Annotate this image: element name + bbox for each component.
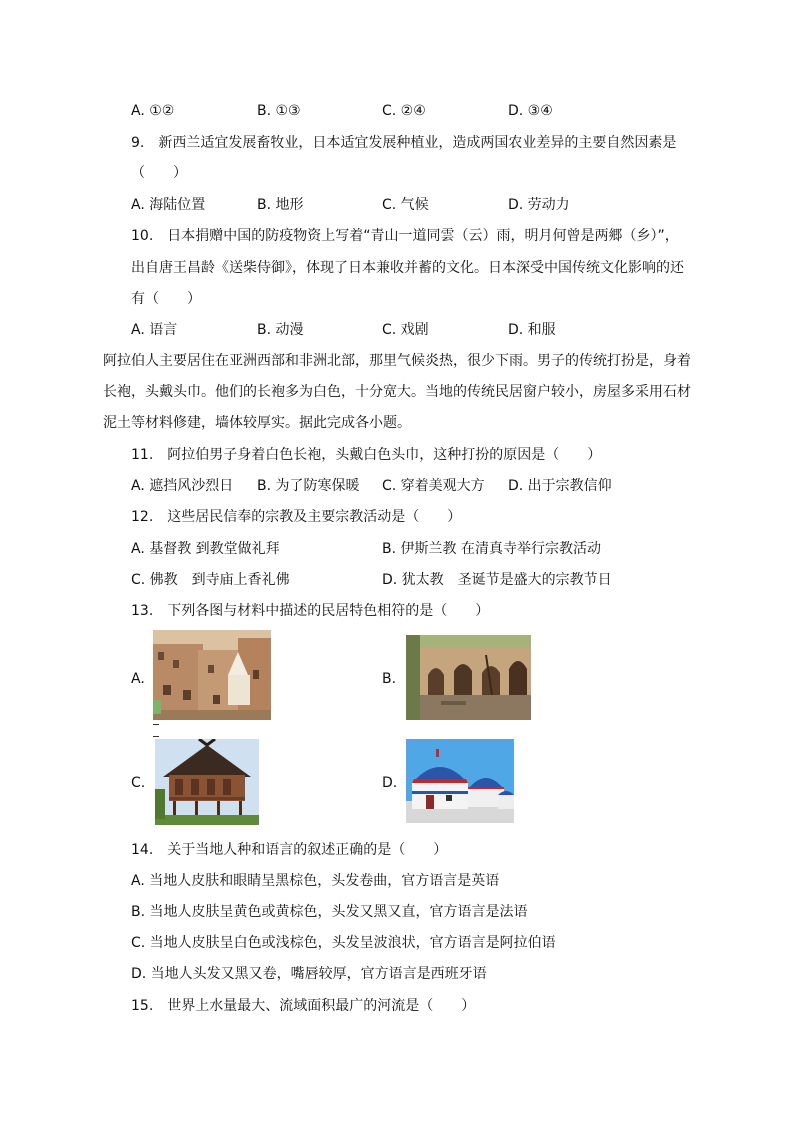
q13-label-a: A.	[131, 671, 145, 687]
image-caption-dash	[153, 724, 159, 725]
q10-stem-line3: 有（ ）	[131, 291, 201, 307]
q15-stem: 15. 世界上水量最大、流域面积最广的河流是（ ）	[131, 998, 476, 1014]
q12-option-b: B. 伊斯兰教 在清真寺举行宗教活动	[382, 541, 601, 557]
q9-stem-line2: （ ）	[131, 165, 187, 181]
q11-option-d: D. 出于宗教信仰	[508, 478, 612, 494]
q13-label-c: C.	[131, 775, 146, 791]
q12-option-c: C. 佛教 到寺庙上香礼佛	[131, 572, 290, 588]
q8-option-d: D. ③④	[508, 103, 553, 119]
q12-stem: 12. 这些居民信奉的宗教及主要宗教活动是（ ）	[131, 509, 462, 525]
q9-option-d: D. 劳动力	[508, 197, 570, 213]
q10-option-a: A. 语言	[131, 322, 178, 338]
q8-option-c: C. ②④	[382, 103, 426, 119]
q10-stem-line1: 10. 日本捐赠中国的防疫物资上写着“青山一道同雲（云）雨，明月何曾是两郷（乡）”，	[131, 228, 679, 244]
q11-stem: 11. 阿拉伯男子身着白色长袍，头戴白色头巾，这种打扮的原因是（ ）	[131, 447, 602, 463]
passage-line1: 阿拉伯人主要居住在亚洲西部和非洲北部，那里气候炎热，很少下雨。男子的传统打扮是，身着	[103, 353, 691, 369]
q13-image-a-mud-brick-houses	[153, 630, 271, 720]
q14-option-c: C. 当地人皮肤呈白色或浅棕色，头发呈波浪状，官方语言是阿拉伯语	[131, 935, 556, 951]
q10-option-b: B. 动漫	[257, 322, 304, 338]
q10-option-d: D. 和服	[508, 322, 556, 338]
q13-image-b-cave-dwelling	[406, 635, 531, 720]
q9-stem-line1: 9. 新西兰适宜发展畜牧业，日本适宜发展种植业，造成两国农业差异的主要自然因素是	[131, 135, 677, 151]
q10-stem-line2: 出自唐王昌龄《送柴侍御》，体现了日本兼收并蓄的文化。日本深受中国传统文化影响的还	[131, 260, 684, 276]
q13-image-d-yurt	[406, 739, 514, 823]
q9-option-a: A. 海陆位置	[131, 197, 206, 213]
q12-option-a: A. 基督教 到教堂做礼拜	[131, 541, 280, 557]
q13-label-d: D.	[382, 775, 398, 791]
q11-option-c: C. 穿着美观大方	[382, 478, 485, 494]
q13-image-c-stilt-house	[155, 739, 259, 825]
q13-stem: 13. 下列各图与材料中描述的民居特色相符的是（ ）	[131, 603, 490, 619]
q9-option-c: C. 气候	[382, 197, 429, 213]
q12-option-d: D. 犹太教 圣诞节是盛大的宗教节日	[382, 572, 612, 588]
q14-option-b: B. 当地人皮肤呈黄色或黄棕色，头发又黑又直，官方语言是法语	[131, 904, 528, 920]
q11-option-b: B. 为了防寒保暖	[257, 478, 360, 494]
q8-option-a: A. ①②	[131, 103, 175, 119]
image-caption-dash	[153, 736, 159, 737]
q13-label-b: B.	[382, 671, 397, 687]
q8-option-b: B. ①③	[257, 103, 301, 119]
q14-option-d: D. 当地人头发又黑又卷，嘴唇较厚，官方语言是西班牙语	[131, 966, 487, 982]
q10-option-c: C. 戏剧	[382, 322, 429, 338]
passage-line3: 泥土等材料修建，墙体较厚实。据此完成各小题。	[103, 415, 411, 431]
q14-stem: 14. 关于当地人种和语言的叙述正确的是（ ）	[131, 842, 448, 858]
q9-option-b: B. 地形	[257, 197, 304, 213]
q11-option-a: A. 遮挡风沙烈日	[131, 478, 234, 494]
passage-line2: 长袍，头戴头巾。他们的长袍多为白色，十分宽大。当地的传统民居窗户较小，房屋多采用石材	[103, 384, 691, 400]
q14-option-a: A. 当地人皮肤和眼睛呈黑棕色，头发卷曲，官方语言是英语	[131, 873, 500, 889]
